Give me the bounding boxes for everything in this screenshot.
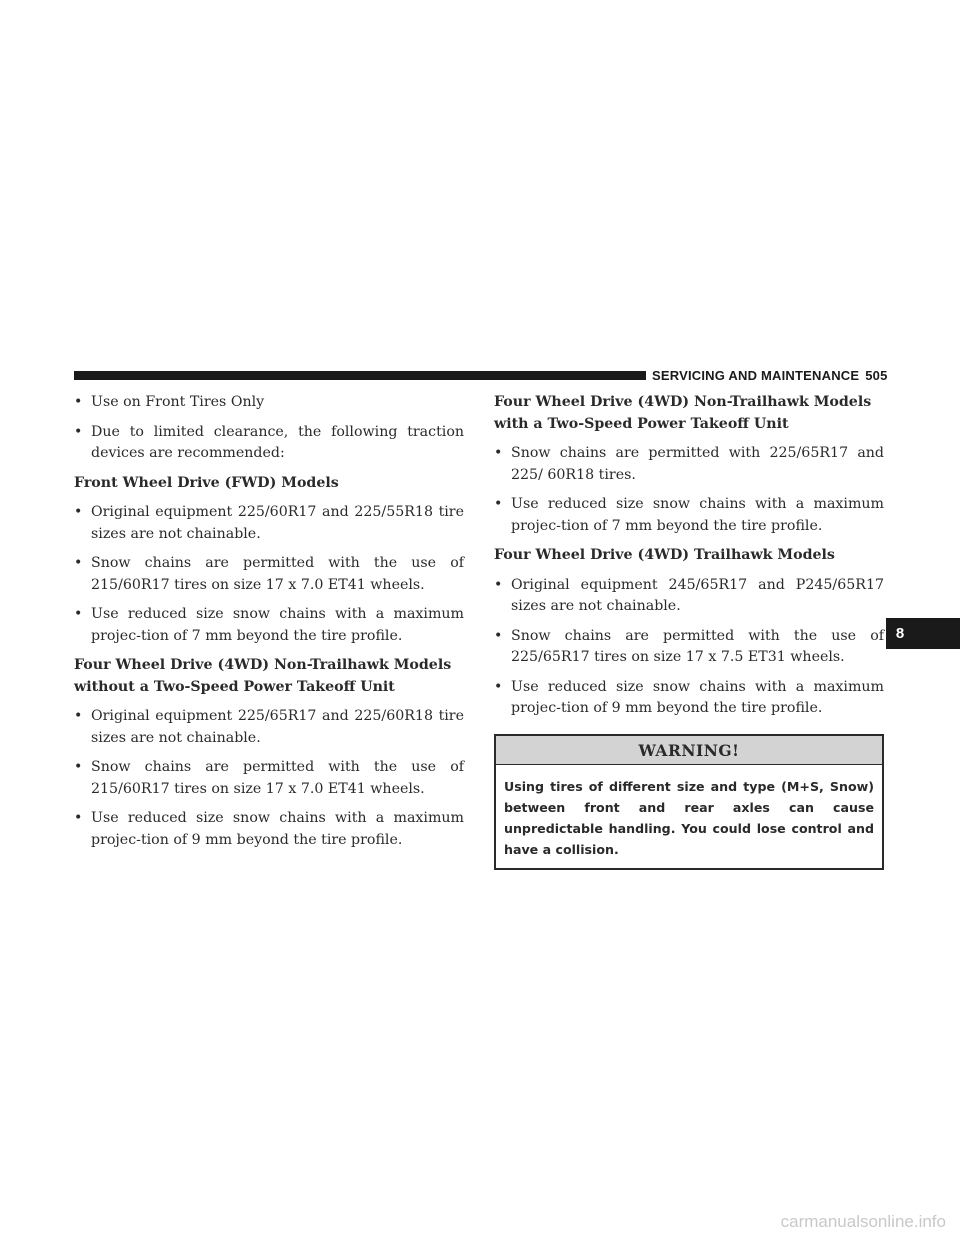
chapter-tab: 8 [886, 618, 960, 649]
running-header [652, 368, 888, 384]
header-rule [74, 371, 646, 380]
bullet-icon: • [74, 423, 83, 440]
4wd-ptu-heading: Four Wheel Drive (4WD) Non-Trailhawk Models with a Two-Speed Power Takeoff Unit [494, 394, 872, 432]
list-item: • Original equipment 225/65R17 and 225/60R18 tire sizes are not chainable. [74, 708, 464, 746]
list-item: • Snow chains are permitted with the use of 225/65R17 tires on size 17 x 7.5 ET31 wheels. [494, 627, 884, 665]
list-item: • Use reduced size snow chains with a maximum projec-tion of 7 mm beyond the tire profile. [494, 496, 884, 534]
4wd-no-ptu-heading: Four Wheel Drive (4WD) Non-Trailhawk Models without a Two-Speed Power Takeoff Unit [74, 657, 452, 695]
list-item: • Due to limited clearance, the following traction devices are recommended: [74, 423, 464, 461]
warning-text: Using tires of different size and type (M+S, Snow) between front and rear axles can cause unpredictable handling. You could lose control and have a collision. [504, 779, 874, 857]
bullet-icon: • [74, 504, 83, 520]
bullet-icon: • [494, 496, 503, 512]
list-item: • Snow chains are permitted with the use of 215/60R17 tires on size 17 x 7.0 ET41 wheels. [74, 759, 464, 797]
watermark: carmanualsonline.info [780, 1212, 946, 1231]
warning-box [494, 734, 884, 871]
warning-title: WARNING! [496, 736, 882, 766]
list-item: • Use on Front Tires Only [74, 392, 464, 414]
bullet-icon: • [74, 555, 83, 571]
bullet-icon: • [494, 445, 503, 461]
bullet-icon: • [74, 606, 83, 622]
trailhawk-heading: Four Wheel Drive (4WD) Trailhawk Models [494, 547, 835, 563]
bullet-icon: • [74, 810, 83, 826]
left-column [74, 392, 464, 859]
list-item: • Original equipment 245/65R17 and P245/65R17 sizes are not chainable. [494, 576, 884, 614]
list-item: • Use reduced size snow chains with a maximum projec-tion of 7 mm beyond the tire profile. [74, 606, 464, 644]
list-item: • Original equipment 225/60R17 and 225/55R18 tire sizes are not chainable. [74, 504, 464, 542]
list-item: • Snow chains are permitted with 225/65R17 and 225/ 60R18 tires. [494, 445, 884, 483]
bullet-icon: • [74, 394, 83, 410]
fwd-heading: Front Wheel Drive (FWD) Models [74, 474, 339, 491]
list-item: • Use reduced size snow chains with a maximum projec-tion of 9 mm beyond the tire profile. [74, 810, 464, 848]
bullet-icon: • [74, 759, 83, 775]
bullet-icon: • [74, 708, 83, 724]
bullet-icon: • [494, 576, 503, 593]
bullet-icon: • [494, 678, 503, 695]
bullet-icon: • [494, 627, 503, 644]
list-item: • Snow chains are permitted with the use of 215/60R17 tires on size 17 x 7.0 ET41 wheels. [74, 555, 464, 593]
right-column [494, 392, 884, 870]
section-title: SERVICING AND MAINTENANCE [652, 368, 860, 383]
list-item: • Use reduced size snow chains with a maximum projec-tion of 9 mm beyond the tire profile. [494, 678, 884, 716]
page-number: 505 [865, 368, 888, 383]
